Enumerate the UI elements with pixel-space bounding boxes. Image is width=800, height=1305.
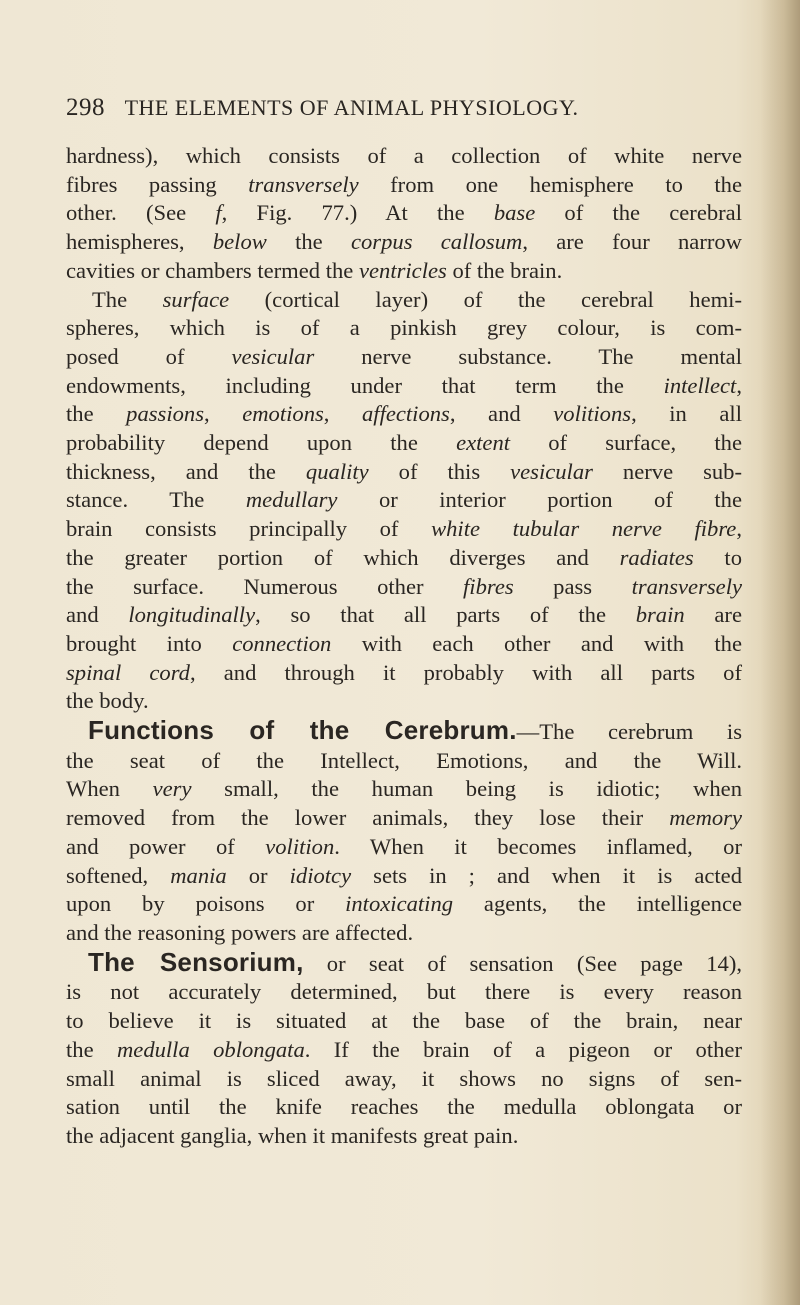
page-body <box>66 142 742 1151</box>
running-title: THE ELEMENTS OF ANIMAL PHYSIOLOGY. <box>124 95 579 120</box>
page-number: 298 <box>66 94 105 121</box>
text-line: brain consists principally of white tubular nerve fibre, <box>66 516 742 542</box>
text-line: brought into connection with each other and with the <box>66 630 742 656</box>
text-line: softened, mania or idiotcy sets in ; and when it is acted <box>66 862 742 888</box>
text-line: When very small, the human being is idiotic; when <box>66 776 742 802</box>
section-heading-line: The Sensorium, or seat of sensation (See page 14), <box>88 946 742 977</box>
text-line: posed of vesicular nerve substance. The mental <box>66 343 742 369</box>
text-line: the greater portion of which diverges and radiates to <box>66 544 742 570</box>
section-heading-functions: Functions of the Cerebrum. <box>88 715 517 746</box>
text-line: spheres, which is of a pinkish grey colour, is com- <box>66 315 742 341</box>
running-header <box>66 94 716 122</box>
text-line: the body. <box>66 688 149 714</box>
text-line: cavities or chambers termed the ventricles of the brain. <box>66 257 563 283</box>
text-line: the adjacent ganglia, when it manifests great pain. <box>66 1122 519 1148</box>
text-line: and the reasoning powers are affected. <box>66 919 414 945</box>
text-line: hardness), which consists of a collection of white nerve <box>66 143 742 168</box>
text-line: the passions, emotions, affections, and volitions, in all <box>66 401 742 427</box>
section-heading-sensorium: The Sensorium, <box>88 946 304 977</box>
text-line: stance. The medullary or interior portion of the <box>66 487 742 513</box>
text-line: probability depend upon the extent of surface, the <box>66 430 742 456</box>
text-line: sation until the knife reaches the medulla oblongata or <box>66 1094 742 1120</box>
page-edge-shadow <box>760 0 800 1305</box>
text-line: fibres passing transversely from one hemisphere to the <box>66 171 742 197</box>
text-line: hemispheres, below the corpus callosum, are four narrow <box>66 229 742 255</box>
section-heading-line: Functions of the Cerebrum.—The cerebrum is <box>88 715 742 746</box>
text-line: and longitudinally, so that all parts of the brain are <box>66 602 742 628</box>
text-line: to believe it is situated at the base of the brain, near <box>66 1008 742 1034</box>
text-line: small animal is sliced away, it shows no signs of sen- <box>66 1065 742 1091</box>
text-line: the seat of the Intellect, Emotions, and the Will. <box>66 747 742 773</box>
text-line: endowments, including under that term the intellect, <box>66 372 742 398</box>
text-line: The surface (cortical layer) of the cerebral hemi- <box>92 286 742 312</box>
text-line: other. (See f, Fig. 77.) At the base of the cerebral <box>66 200 742 226</box>
text-line: and power of volition. When it becomes inflamed, or <box>66 833 742 859</box>
text-line: the surface. Numerous other fibres pass transversely <box>66 573 742 599</box>
text-line: spinal cord, and through it probably with all parts of <box>66 659 743 685</box>
text-line: is not accurately determined, but there is every reason <box>66 979 742 1005</box>
text-line: thickness, and the quality of this vesicular nerve sub- <box>66 458 742 484</box>
text-line: removed from the lower animals, they lose their memory <box>66 805 742 831</box>
text-line: upon by poisons or intoxicating agents, the intelligence <box>66 891 742 917</box>
text-line: the medulla oblongata. If the brain of a pigeon or other <box>66 1036 742 1062</box>
